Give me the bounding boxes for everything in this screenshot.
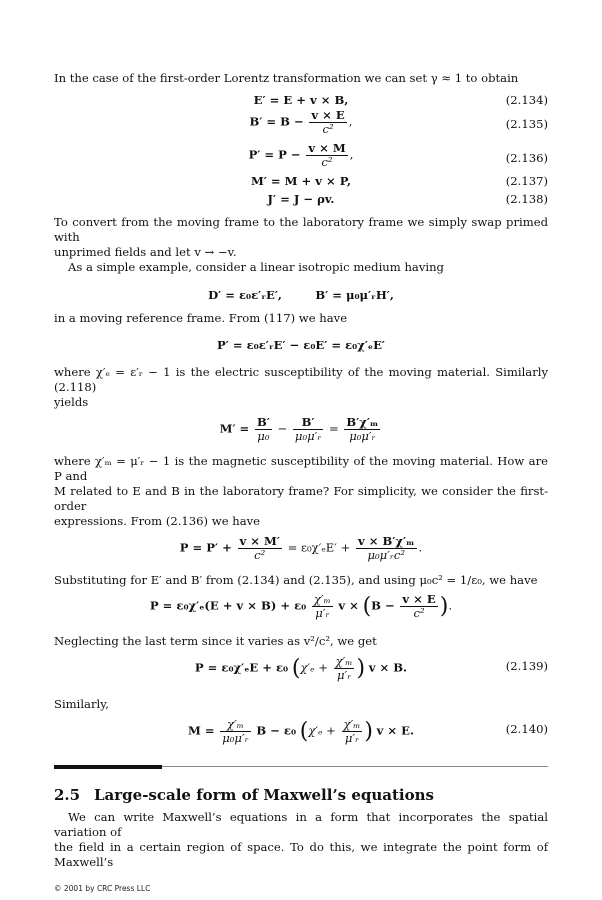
intro-text: In the case of the first-order Lorentz transformation we can set γ ≈ 1 to obtain [54, 71, 519, 85]
eq-p-sub-tail: . [448, 598, 453, 613]
eq-2-139-fraction [334, 655, 355, 682]
eq-2-140-frac-1 [220, 718, 250, 745]
eq-2-135-body [54, 109, 548, 136]
eq-2-140-tail: v × E. [376, 723, 415, 738]
eq-2-139-tail: v × B. [368, 660, 408, 675]
eq-2-136-numerator: v × M [308, 141, 346, 155]
paragraph-convert-line-1: To convert from the moving frame to the laboratory frame we simply swap primed with [54, 215, 548, 244]
eq-p-sub-frac-1-num: χ′ₘ [313, 592, 331, 606]
eq-m-equals: = [328, 421, 339, 436]
paragraph-moving-frame: in a moving reference frame. From (117) we have [54, 311, 348, 325]
eq-p-sub-b-term: B − [371, 598, 395, 613]
eq-2-134-body: E′ = E + v × B, [253, 93, 349, 107]
section-heading [54, 786, 548, 804]
eq-p-sub-frac-2-num: v × E [402, 592, 436, 606]
eq-p-lab-frac-1-den: c² [238, 548, 282, 562]
paragraph-magnetic-line-2: M related to E and B in the laboratory frame? For simplicity, we consider the first-order [54, 484, 548, 513]
eq-2-140-frac-2-den: μ′ᵣ [342, 731, 363, 745]
paragraph-magnetic-line-3: expressions. From (2.136) we have [54, 514, 261, 528]
eq-m-frac-1-num: B′ [256, 415, 270, 429]
eq-m-frac-2 [293, 416, 323, 443]
page-body [54, 68, 548, 758]
section-paragraph-line-1: We can write Maxwell’s equations in a form that incorporates the spatial variation of [54, 810, 548, 839]
paragraph-similarly: Similarly, [54, 697, 109, 711]
section-paragraph-line-2: the field in a certain region of space. To do this, we integrate the point form of Maxwell’s [54, 840, 548, 869]
equation-2-135 [54, 110, 548, 140]
eq-constitutive-body [54, 287, 548, 304]
eq-m-minus: − [277, 421, 288, 436]
section-rule [54, 765, 548, 769]
eq-p-lab-frac-2-den: μ₀μ′ᵣc² [356, 548, 417, 562]
paragraph-magnetic-line-1: where χ′ₘ = μ′ᵣ − 1 is the magnetic susceptibility of the moving material. How are P and [54, 454, 548, 483]
eq-2-140-body [54, 718, 548, 745]
eq-p-sub-lhs: P = ε₀χ′ₑ(E + v × B) + ε₀ [149, 598, 307, 613]
eq-2-137-body: M′ = M + v × P, [250, 174, 352, 188]
copyright-footer: © 2001 by CRC Press LLC [54, 884, 151, 893]
equation-polarization-prime [54, 337, 548, 357]
eq-2-134-number: (2.134) [505, 93, 548, 107]
equation-p-substituted [54, 593, 548, 631]
equation-magnetization-prime [54, 416, 548, 450]
eq-p-sub-open-paren: ( [362, 594, 372, 619]
eq-p-sub-frac-2 [400, 593, 437, 620]
eq-2-135-fraction [309, 109, 346, 136]
eq-p-lab-tail: . [418, 540, 423, 555]
paragraph-electric-susceptibility [54, 365, 548, 410]
eq-2-140-frac-2-num: χ′ₘ [343, 717, 361, 731]
equation-2-137 [54, 173, 548, 191]
eq-2-140-lhs: M = [187, 723, 215, 738]
equation-2-138 [54, 191, 548, 210]
eq-2-140-frac-2 [342, 718, 363, 745]
eq-b-relation: B′ = μ₀μ′ᵣH′, [315, 288, 394, 302]
eq-2-139-frac-num: χ′ₘ [335, 654, 353, 668]
eq-p-lab-frac-1-num: v × M′ [239, 534, 280, 548]
eq-2-140-number: (2.140) [505, 722, 548, 736]
eq-2-139-frac-den: μ′ᵣ [334, 668, 355, 682]
eq-d-relation: D′ = ε₀ε′ᵣE′, [208, 288, 282, 302]
eq-2-138-body: J′ = J − ρv. [267, 192, 335, 206]
eq-p-lab-lhs: P = P′ + [179, 540, 232, 555]
paragraph-magnetic-susceptibility [54, 454, 548, 529]
eq-2-139-open-paren: ( [291, 656, 301, 681]
equation-2-134 [54, 92, 548, 110]
equation-constitutive [54, 287, 548, 307]
eq-m-lhs: M′ = [219, 421, 250, 436]
eq-p-sub-close-paren: ) [439, 594, 449, 619]
equation-2-140 [54, 718, 548, 758]
equation-2-136 [54, 140, 548, 173]
eq-m-frac-1-den: μ₀ [255, 429, 272, 443]
paragraph-substituting: Substituting for E′ and B′ from (2.134) and (2.135), and using μ₀c² = 1/ε₀, we have [54, 573, 538, 587]
eq-p-prime-body: P′ = ε₀ε′ᵣE′ − ε₀E′ = ε₀χ′ₑE′ [217, 338, 385, 352]
eq-p-lab-frac-2 [356, 535, 417, 562]
paragraph-convert-line-2: unprimed fields and let v → −v. [54, 245, 237, 259]
eq-p-lab-frac-1 [238, 535, 282, 562]
eq-2-140-chi: χ′ₑ + [308, 723, 336, 738]
eq-2-140-frac-1-num: χ′ₘ [227, 717, 244, 731]
paragraph-convert [54, 215, 548, 260]
eq-2-136-lhs: P′ = P − [248, 147, 301, 162]
eq-p-lab-body [54, 535, 548, 562]
eq-p-sub-frac-1 [312, 593, 333, 620]
section-title: Large-scale form of Maxwell’s equations [94, 786, 434, 804]
eq-m-frac-3 [344, 416, 380, 443]
eq-2-136-denominator: c² [306, 155, 347, 169]
lorentz-equations [54, 92, 548, 210]
eq-p-lab-frac-2-num: v × B′χ′ₘ [358, 534, 415, 548]
eq-2-135-denominator: c² [309, 122, 346, 136]
eq-2-135-lhs: B′ = B − [249, 114, 304, 129]
eq-p-sub-frac-1-den: μ′ᵣ [312, 606, 333, 620]
equation-2-139 [54, 655, 548, 695]
section-paragraph [54, 810, 548, 870]
eq-2-136-number: (2.136) [505, 151, 548, 165]
eq-2-139-lhs: P = ε₀χ′ₑE + ε₀ [194, 660, 289, 675]
eq-p-sub-mid: v × [338, 598, 359, 613]
eq-2-135-tail: , [348, 114, 353, 129]
paragraph-electric-line-2: yields [54, 395, 89, 409]
paragraph-example: As a simple example, consider a linear isotropic medium having [68, 260, 444, 274]
eq-m-frac-2-den: μ₀μ′ᵣ [294, 429, 322, 443]
eq-m-prime-body [54, 416, 548, 443]
eq-2-136-fraction [306, 142, 347, 169]
eq-2-136-body [54, 142, 548, 169]
eq-m-frac-3-den: μ₀μ′ᵣ [344, 429, 380, 443]
section-number: 2.5 [54, 786, 81, 804]
eq-2-135-numerator: v × E [311, 108, 345, 122]
eq-p-lab-mid: = ε₀χ′ₑE′ + [287, 540, 351, 555]
paragraph-neglecting: Neglecting the last term since it varies as v²/c², we get [54, 634, 377, 648]
eq-m-frac-3-num: B′χ′ₘ [346, 415, 379, 429]
eq-2-140-mid: B − ε₀ [256, 723, 297, 738]
eq-2-139-chi: χ′ₑ + [300, 660, 328, 675]
eq-2-136-tail: , [349, 147, 354, 162]
equation-p-lab [54, 535, 548, 569]
paragraph-electric-line-1: where χ′ₑ = ε′ᵣ − 1 is the electric susceptibility of the moving material. Similarly (2.118) [54, 365, 548, 394]
eq-m-frac-2-num: B′ [301, 415, 315, 429]
eq-2-140-open-paren: ( [299, 719, 309, 744]
eq-m-frac-1 [255, 416, 272, 443]
eq-2-140-frac-1-den: μ₀μ′ᵣ [222, 731, 249, 745]
eq-p-sub-frac-2-den: c² [400, 606, 437, 620]
eq-2-135-number: (2.135) [505, 117, 548, 131]
eq-2-138-number: (2.138) [505, 192, 548, 206]
eq-p-sub-body [54, 593, 548, 620]
eq-2-137-number: (2.137) [505, 174, 548, 188]
eq-2-139-body [54, 655, 548, 682]
eq-2-140-close-paren: ) [364, 719, 373, 744]
eq-2-139-close-paren: ) [356, 656, 366, 681]
eq-2-139-number: (2.139) [505, 659, 548, 673]
section-rule-thick [54, 765, 162, 769]
